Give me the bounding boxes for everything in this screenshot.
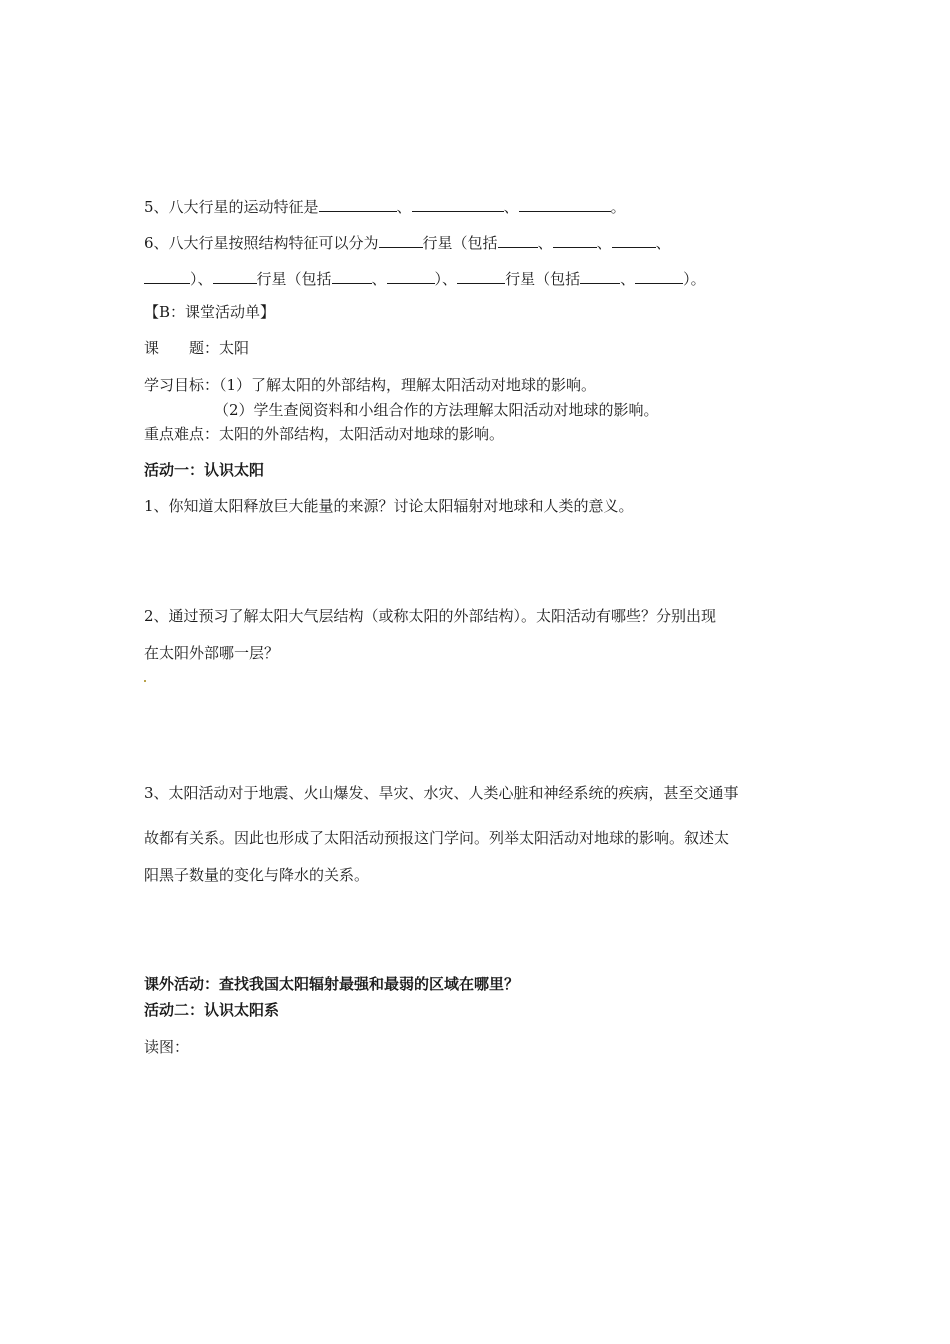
- key-difficulty: 重点难点：太阳的外部结构，太阳活动对地球的影响。: [144, 425, 505, 443]
- answer-blank[interactable]: [319, 195, 397, 212]
- topic-label: 课 题：: [144, 339, 220, 357]
- read-map-prompt: 读图：: [144, 1038, 190, 1056]
- topic-line: [144, 338, 249, 358]
- answer-blank[interactable]: [612, 231, 656, 248]
- activity-1-question-2-line-2: 在太阳外部哪一层？: [144, 644, 280, 662]
- learning-goal-1: 学习目标：（1）了解太阳的外部结构，理解太阳活动对地球的影响。: [144, 376, 597, 394]
- activity-1-question-3-line-1: 3、太阳活动对于地震、火山爆发、旱灾、水灾、人类心脏和神经系统的疾病，甚至交通事: [144, 784, 739, 802]
- answer-blank[interactable]: [213, 267, 257, 284]
- answer-blank[interactable]: [379, 231, 423, 248]
- answer-blank[interactable]: [144, 267, 190, 284]
- activity-2-heading: 活动二：认识太阳系: [144, 1001, 280, 1019]
- activity-1-question-3-line-2: 故都有关系。因此也形成了太阳活动预报这门学问。列举太阳活动对地球的影响。叙述太: [144, 829, 730, 847]
- activity-1-heading: 活动一：认识太阳: [144, 461, 265, 479]
- stray-mark: [144, 680, 146, 682]
- activity-1-question-1: 1、你知道太阳释放巨大能量的来源？讨论太阳辐射对地球和人类的意义。: [144, 497, 634, 515]
- answer-blank[interactable]: [412, 195, 504, 212]
- topic-value: 太阳: [219, 339, 250, 357]
- question-6-line-2: ）、 行星（包括 、 ）、 行星（包括 、 ）。: [144, 267, 706, 289]
- answer-blank[interactable]: [332, 267, 372, 284]
- question-6-line-1: 6、八大行星按照结构特征可以分为 行星（包括 、 、 、: [144, 231, 671, 253]
- activity-1-question-2-line-1: 2、通过预习了解太阳大气层结构（或称太阳的外部结构）。太阳活动有哪些？分别出现: [144, 607, 717, 625]
- answer-blank[interactable]: [498, 231, 538, 248]
- goals-label: 学习目标：: [144, 376, 220, 394]
- answer-blank[interactable]: [635, 267, 683, 284]
- answer-blank[interactable]: [387, 267, 435, 284]
- question-5: 5、八大行星的运动特征是 、 、 。: [144, 195, 626, 217]
- section-b-heading: 【B：课堂活动单】: [144, 303, 276, 321]
- outside-activity: 课外活动：查找我国太阳辐射最强和最弱的区域在哪里？: [144, 975, 520, 993]
- answer-blank[interactable]: [553, 231, 597, 248]
- activity-1-question-3-line-3: 阳黑子数量的变化与降水的关系。: [144, 866, 370, 884]
- answer-blank[interactable]: [519, 195, 611, 212]
- answer-blank[interactable]: [457, 267, 505, 284]
- learning-goal-2: （2）学生查阅资料和小组合作的方法理解太阳活动对地球的影响。: [214, 401, 659, 419]
- answer-blank[interactable]: [580, 267, 620, 284]
